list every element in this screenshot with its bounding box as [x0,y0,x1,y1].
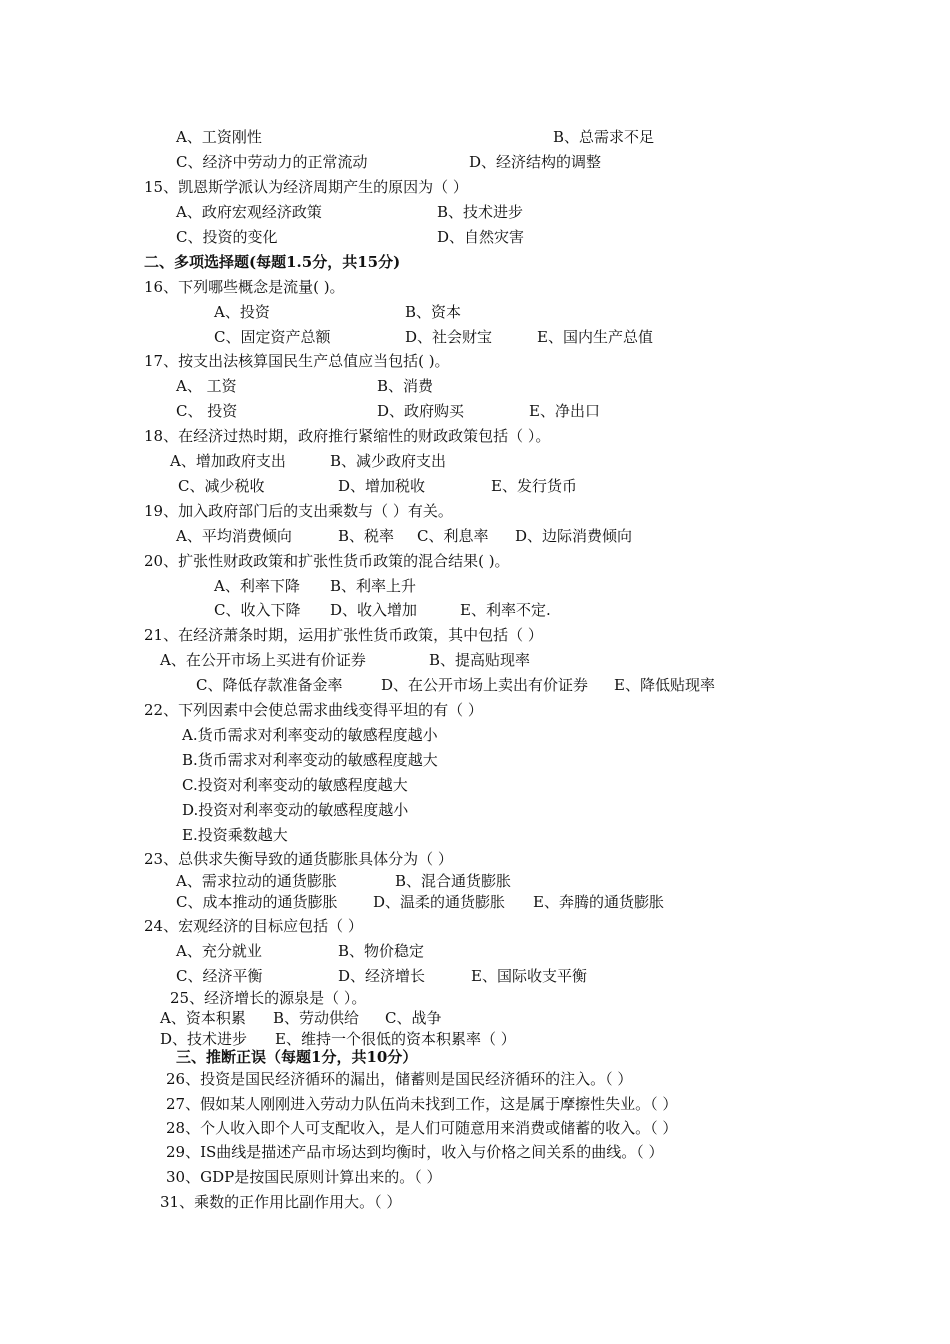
question-text: 22、下列因素中会使总需求曲线变得平坦的有（ ） [144,701,483,719]
option-text: B、物价稳定 [338,942,425,960]
option-text: C、投资的变化 [176,228,278,246]
option-text: C、降低存款准备金率 [196,676,343,694]
option-text: D、经济增长 [338,967,426,985]
option-text: B、提高贴现率 [429,651,531,669]
option-text: D、技术进步 [160,1030,248,1048]
option-text: B、减少政府支出 [330,452,447,470]
option-text: C、收入下降 [214,601,301,619]
option-text: A、资本积累 [160,1009,246,1027]
option-text: D.投资对利率变动的敏感程度越小 [182,801,409,819]
option-text: A、政府宏观经济政策 [176,203,322,221]
question-text: 20、扩张性财政政策和扩张性货币政策的混合结果( )。 [144,552,510,570]
option-text: A、 工资 [176,377,237,395]
option-text: A、投资 [214,303,270,321]
option-text: E.投资乘数越大 [182,826,288,844]
question-text: 31、乘数的正作用比副作用大。（ ） [160,1193,402,1211]
option-text: B.货币需求对利率变动的敏感程度越大 [182,751,438,769]
option-text: B、资本 [405,303,462,321]
option-text: C、经济中劳动力的正常流动 [176,153,368,171]
option-text: A、工资刚性 [176,128,262,146]
option-text: A、充分就业 [176,942,262,960]
option-text: B、总需求不足 [553,128,655,146]
option-text: D、政府购买 [377,402,465,420]
option-text: A.货币需求对利率变动的敏感程度越小 [182,726,438,744]
option-text: A、在公开市场上买进有价证券 [160,651,366,669]
option-text: E、净出口 [529,402,600,420]
option-text: B、劳动供给 [273,1009,360,1027]
option-text: B、技术进步 [437,203,524,221]
option-text: B、利率上升 [330,577,417,595]
option-text: C、战争 [385,1009,442,1027]
option-text: B、税率 [338,527,395,545]
question-text: 26、投资是国民经济循环的漏出，储蓄则是国民经济循环的注入。（ ） [166,1070,633,1088]
option-text: E、降低贴现率 [614,676,715,694]
option-text: D、边际消费倾向 [515,527,633,545]
option-text: C、经济平衡 [176,967,263,985]
option-text: E、发行货币 [491,477,577,495]
question-text: 16、下列哪些概念是流量( )。 [144,278,345,296]
question-text: 23、总供求失衡导致的通货膨胀具体分为（ ） [144,850,453,868]
question-text: 28、个人收入即个人可支配收入，是人们可随意用来消费或储蓄的收入。（ ） [166,1119,678,1137]
option-text: B、消费 [377,377,434,395]
option-text: D、温柔的通货膨胀 [373,893,506,911]
option-text: E、奔腾的通货膨胀 [533,893,664,911]
option-text: C、减少税收 [178,477,265,495]
question-text: 21、在经济萧条时期，运用扩张性货币政策，其中包括（ ） [144,626,543,644]
question-text: 19、加入政府部门后的支出乘数与（ ）有关。 [144,502,453,520]
option-text: A、利率下降 [214,577,300,595]
question-text: 15、凯恩斯学派认为经济周期产生的原因为（ ） [144,178,468,196]
option-text: C.投资对利率变动的敏感程度越大 [182,776,408,794]
option-text: E、国际收支平衡 [471,967,587,985]
option-text: D、经济结构的调整 [469,153,602,171]
option-text: D、社会财宝 [405,328,493,346]
question-text: 30、GDP是按国民原则计算出来的。（ ） [166,1168,442,1186]
question-text: 29、IS曲线是描述产品市场达到均衡时，收入与价格之间关系的曲线。（ ） [166,1143,664,1161]
option-text: C、利息率 [417,527,489,545]
section-heading: 三、推断正误（每题1分，共10分） [176,1048,418,1066]
option-text: A、平均消费倾向 [176,527,292,545]
option-text: E、利率不定. [460,601,551,619]
option-text: D、自然灾害 [437,228,525,246]
section-heading: 二、多项选择题(每题1.5分，共15分) [144,253,401,271]
option-text: C、固定资产总额 [214,328,331,346]
question-text: 25、经济增长的源泉是（ ）。 [170,989,367,1007]
option-text: B、混合通货膨胀 [395,872,512,890]
option-text: C、成本推动的通货膨胀 [176,893,338,911]
option-text: E、国内生产总值 [537,328,653,346]
option-text: D、增加税收 [338,477,426,495]
option-text: C、 投资 [176,402,238,420]
question-text: 27、假如某人刚刚进入劳动力队伍尚未找到工作，这是属于摩擦性失业。（ ） [166,1095,678,1113]
option-text: D、收入增加 [330,601,418,619]
option-text: D、在公开市场上卖出有价证券 [381,676,589,694]
question-text: 18、在经济过热时期，政府推行紧缩性的财政政策包括（ ）。 [144,427,551,445]
option-text: A、需求拉动的通货膨胀 [176,872,337,890]
option-text: A、增加政府支出 [170,452,286,470]
question-text: 17、按支出法核算国民生产总值应当包括( )。 [144,352,450,370]
question-text: 24、宏观经济的目标应包括（ ） [144,917,363,935]
option-text: E、维持一个很低的资本积累率（ ） [275,1030,516,1048]
